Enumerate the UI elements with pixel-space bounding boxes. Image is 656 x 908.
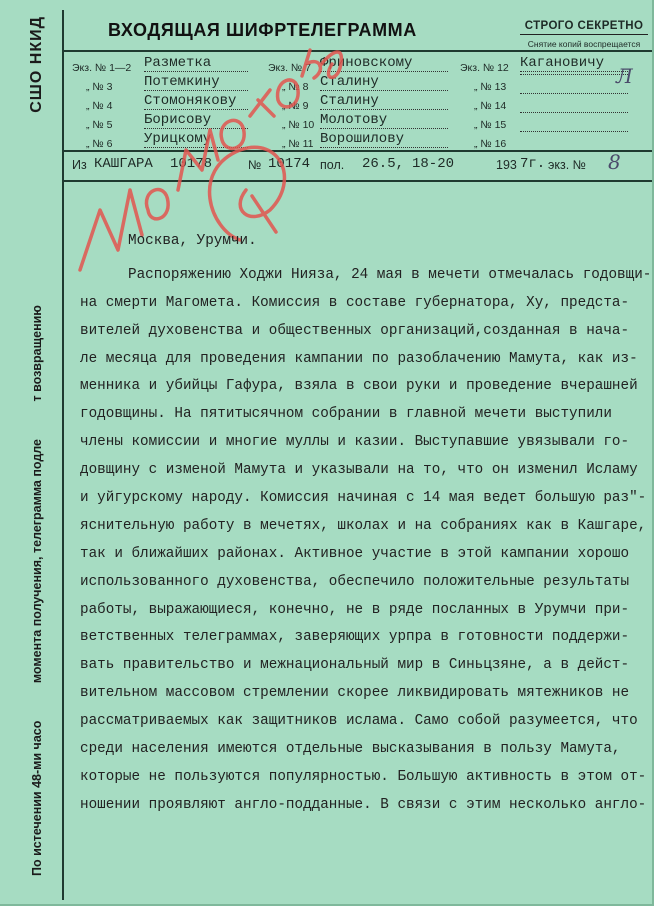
recipient-name (520, 131, 628, 132)
distribution-row (72, 131, 642, 150)
copy-number-handwritten: 8 (608, 150, 621, 174)
distribution-row (72, 112, 642, 131)
no-label: № (248, 158, 262, 172)
body-line: использованного духовенства, обеспечило положительные результаты (80, 573, 630, 590)
recipient-name: Потемкину (144, 74, 248, 91)
copy-number: Экз. № 1—2 (72, 62, 132, 74)
sidebar-notice-end: т возвращению (30, 305, 44, 402)
copy-number: „ № 15 (474, 119, 507, 131)
body-line: и уйгурскому народу. Комиссия начиная с 14 мая ведет большую раз"- (80, 490, 647, 507)
document-title: ВХОДЯЩАЯ ШИФРТЕЛЕГРАММА (108, 20, 417, 40)
info-rule (64, 180, 652, 182)
distribution-entry (474, 77, 506, 95)
distribution-entry (86, 93, 237, 114)
body-line: вителей духовенства и общественных организаций,созданная в нача- (80, 322, 630, 339)
recipient-name: Борисову (144, 112, 248, 129)
body-line: менника и убийцы Гафура, взяла в свои руки и проведение вчерашней (80, 378, 638, 395)
distribution-entry (86, 112, 212, 133)
copy-number: „ № 11 (282, 138, 314, 150)
sidebar-dept: СШО НКИД (28, 16, 45, 113)
from-label: Из (72, 158, 87, 172)
received-time: 18-20 (412, 156, 455, 172)
received-label: пол. (320, 158, 345, 172)
body-line: Распоряжению Ходжи Нияза, 24 мая в мечети отмечалась годовщи- (128, 266, 652, 283)
sidebar-notice-mid: момента получения, телеграмма подле (30, 438, 44, 684)
copy-number: „ № 16 (474, 138, 507, 150)
copy-label: экз. № (548, 158, 587, 172)
copy-number: Экз. № 7 (268, 62, 311, 74)
copy-number: „ № 5 (86, 119, 113, 131)
recipient-name (520, 74, 628, 75)
from-number: 10178 (170, 156, 213, 172)
body-line: на смерти Магомета. Комиссия в составе губернатора, Ху, предста- (80, 294, 630, 311)
copy-number: „ № 4 (86, 100, 113, 112)
margin-rule (62, 10, 64, 900)
recipient-name (520, 93, 628, 94)
handwritten-mark: Л (616, 64, 633, 88)
sidebar-notice (28, 16, 46, 876)
classification: СТРОГО СЕКРЕТНО (520, 20, 648, 35)
recipient-name: Разметка (144, 55, 248, 72)
recipient-name: Стомонякову (144, 93, 248, 110)
recipient-name: Сталину (320, 93, 448, 110)
header-rule (64, 50, 652, 52)
recipient-name: Сталину (320, 74, 448, 91)
distribution-row (72, 55, 642, 74)
message-number: 10174 (268, 156, 311, 172)
copy-number: „ № 10 (282, 119, 315, 131)
copy-number: „ № 6 (86, 138, 113, 150)
body-line: которые не пользуются популярностью. Большую активность в этом от- (80, 768, 647, 785)
body-line: вительном массовом стремлении скорее ликвидировать мятежников не (80, 685, 630, 702)
copy-restriction: Снятие копий воспрещается (527, 39, 641, 49)
recipient-name (520, 112, 628, 113)
year-suffix: 7г. (520, 156, 546, 172)
copy-number: „ № 3 (86, 81, 113, 93)
distribution-entry (474, 115, 506, 133)
distribution-entry (72, 55, 212, 76)
distribution-rule (64, 150, 652, 152)
body-line: члены комиссии и многие муллы и казии. Выступавшие увязывали го- (80, 434, 630, 451)
recipient-name: Молотову (320, 112, 448, 129)
copy-number: „ № 9 (282, 100, 309, 112)
body-line: рассматриваемых как защитников ислама. Само собой разумеется, что (80, 713, 638, 730)
from-place: КАШГАРА (94, 156, 153, 172)
copy-number: Экз. № 12 (460, 62, 509, 74)
body-line: ветственных телеграммах, заверяющих урпра в готовности поддержи- (80, 629, 630, 646)
distribution-entry (282, 74, 379, 95)
distribution-row (72, 74, 642, 93)
sidebar-notice-main: По истечении 48-ми часо (30, 720, 44, 876)
body-line: годовщины. На пятитысячном собрании в главной мечети выступили (80, 406, 612, 423)
distribution-entry (86, 74, 220, 95)
recipient-name: Фриновскому (320, 55, 448, 72)
recipient-name: Кагановичу (520, 55, 628, 72)
distribution-row (72, 93, 642, 112)
distribution-entry (474, 96, 506, 114)
body-line: так и ближайших районах. Активное участие в этой кампании хорошо (80, 545, 630, 562)
address-line: Москва, Урумчи. (128, 233, 257, 249)
distribution-entry (282, 93, 379, 114)
distribution-entry (460, 55, 605, 76)
telegram-body (80, 228, 652, 820)
recipient-name: Урицкому (144, 131, 248, 148)
body-line: ношении проявляют англо-подданные. В связи с этим несколько англо- (80, 796, 647, 813)
body-line: вать правительство и межнациональный мир в Синьцзяне, а в дейст- (80, 657, 630, 674)
body-line: среди населения имеются отдельные высказывания в пользу Мамута, (80, 741, 621, 758)
body-line: работы, выражающиеся, конечно, не в ряде посланных в Урумчи при- (80, 601, 630, 618)
recipient-name: Ворошилову (320, 131, 448, 148)
copy-number: „ № 8 (282, 81, 309, 93)
body-line: довщину с изменой Мамута и указывали на то, что он изменил Исламу (80, 462, 638, 479)
year-label: 193 (496, 158, 517, 172)
copy-number: „ № 14 (474, 100, 507, 112)
body-line: ле месяца для проведения кампании по разоблачению Мамута, как из- (80, 350, 638, 367)
received-date: 26.5, (362, 156, 405, 172)
body-line: яснительную работу в мечетях, школах и на собраниях как в Кашгаре, (80, 517, 647, 534)
distribution-entry (268, 55, 413, 76)
distribution-entry (282, 112, 388, 133)
classification-box (520, 20, 648, 49)
copy-number: „ № 13 (474, 81, 507, 93)
